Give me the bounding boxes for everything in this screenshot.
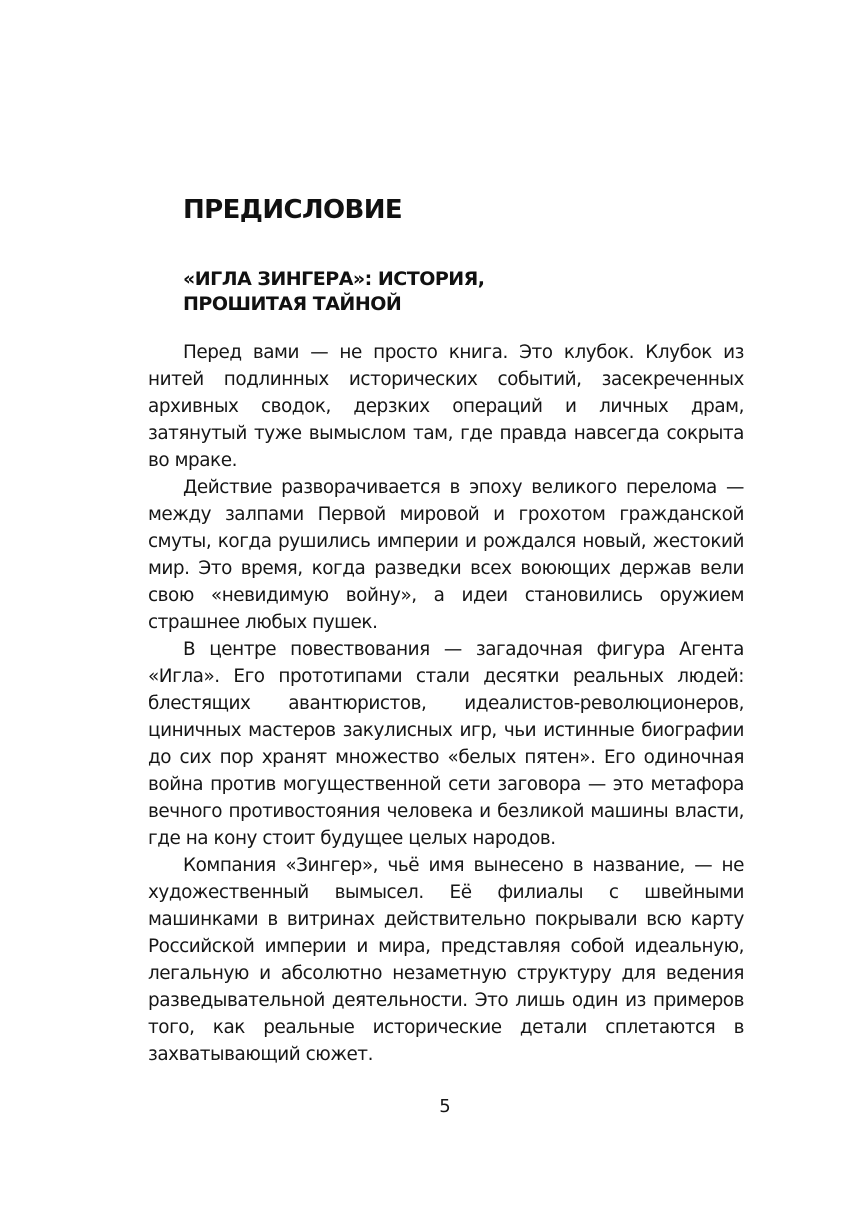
section-title: «ИГЛА ЗИНГЕРА»: ИСТОРИЯ, ПРОШИТАЯ ТАЙНОЙ [183,268,485,315]
chapter-title: ПРЕДИСЛОВИЕ [183,195,403,225]
paragraph: В центре повествования — загадочная фигура Агента «Игла». Его прототипами стали десятки реальных людей: блестящих авантюристов, идеалистов-революционеров, циничных мастеров закулисных игр, чьи истинные биографии до сих пор хранят множество «белых пятен». Его одиночная война против могущественной сети заговора — это метафора вечного противостояния человека и безликой машины власти, где на кону стоит будущее целых народов. [148,639,744,849]
page-number: 5 [439,1096,451,1117]
paragraph: Действие разворачивается в эпоху великого перелома — между залпами Первой мировой и грохотом гражданской смуты, когда рушились империи и рождался новый, жестокий мир. Это время, когда разведки всех воюющих держав вели свою «невидимую войну», а идеи становились оружием страшнее любых пушек. [148,477,744,633]
paragraph: Компания «Зингер», чьё имя вынесено в название, — не художественный вымысел. Её филиалы с швейными машинками в витринах действительно покрывали всю карту Российской империи и мира, представляя собой идеальную, легальную и абсолютно незаметную структуру для ведения разведывательной деятельности. Это лишь один из примеров того, как реальные исторические детали сплетаются в захватывающий сюжет. [148,855,744,1065]
paragraph: Перед вами — не просто книга. Это клубок. Клубок из нитей подлинных исторических событий, засекреченных архивных сводок, дерзких операций и личных драм, затянутый туже вымыслом там, где правда навсегда сокрыта во мраке. [148,342,744,471]
body-text [148,339,744,1068]
